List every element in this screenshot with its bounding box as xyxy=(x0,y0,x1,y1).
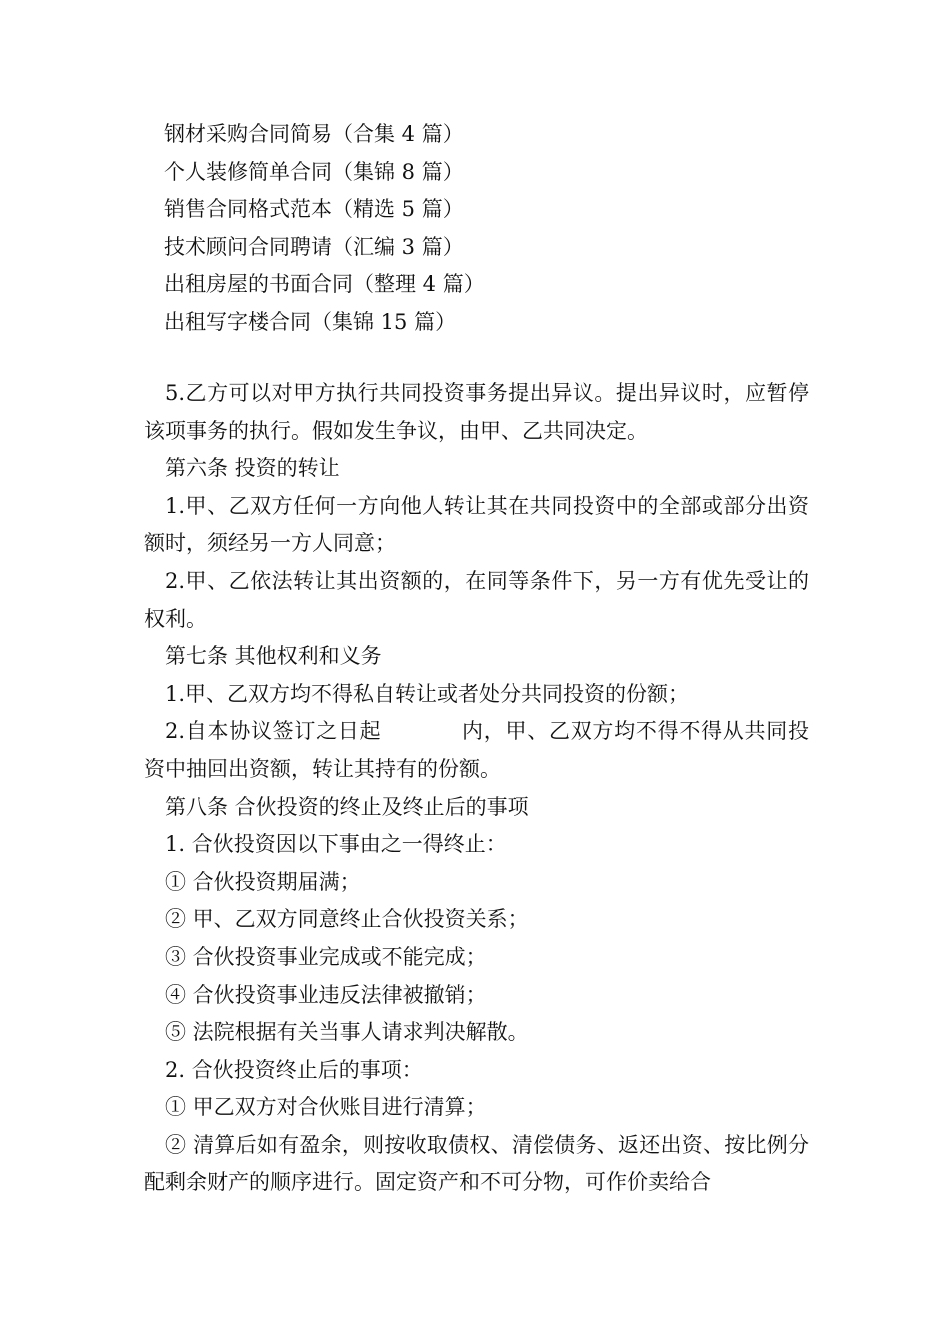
list-item: ⑤ 法院根据有关当事人请求判决解散。 xyxy=(165,1020,529,1045)
clause-text-before-blank: 2.自本协议签订之日起 xyxy=(165,719,382,744)
list-item: ② 清算后如有盈余，则按收取债权、清偿债务、返还出资、按比例分配剩余财产的顺序进行。固定资产和不可分物，可作价卖给合 xyxy=(144,1132,809,1195)
article-heading: 第六条 投资的转让 xyxy=(165,456,340,481)
list-item: ④ 合伙投资事业违反法律被撤销； xyxy=(165,982,487,1007)
clause-paragraph xyxy=(144,713,809,788)
related-article-link[interactable]: 钢材采购合同简易（合集 4 篇） xyxy=(164,122,464,146)
clause-paragraph: 1.甲、乙双方任何一方向他人转让其在共同投资中的全部或部分出资额时，须经另一方人同意； xyxy=(144,493,809,556)
clause-text-after-blank: 内，甲、乙双方均不得不得从共同投资中抽回出资额，转让其持有的份额。 xyxy=(144,719,809,781)
list-item: ② 甲、乙双方同意终止合伙投资关系； xyxy=(165,907,529,932)
clause-paragraph: 1.甲、乙双方均不得私自转让或者处分共同投资的份额； xyxy=(165,681,690,706)
article-heading: 第七条 其他权利和义务 xyxy=(165,644,382,669)
clause-paragraph: 2. 合伙投资终止后的事项： xyxy=(165,1057,423,1082)
list-item: ① 甲乙双方对合伙账目进行清算； xyxy=(165,1095,487,1120)
related-article-link[interactable]: 技术顾问合同聘请（汇编 3 篇） xyxy=(164,234,464,259)
contract-body xyxy=(144,375,809,1202)
related-article-link[interactable]: 出租写字楼合同（集锦 15 篇） xyxy=(164,309,457,334)
list-item: ③ 合伙投资事业完成或不能完成； xyxy=(165,944,487,969)
related-article-link[interactable]: 出租房屋的书面合同（整理 4 篇） xyxy=(164,272,485,297)
list-item: ① 合伙投资期届满； xyxy=(165,869,361,894)
related-article-link[interactable]: 个人装修简单合同（集锦 8 篇） xyxy=(164,159,464,184)
article-heading: 第八条 合伙投资的终止及终止后的事项 xyxy=(165,794,529,819)
clause-paragraph: 2.甲、乙依法转让其出资额的，在同等条件下，另一方有优先受让的权利。 xyxy=(144,568,809,631)
clause-paragraph: 1. 合伙投资因以下事由之一得终止： xyxy=(165,832,507,857)
clause-paragraph: 5.乙方可以对甲方执行共同投资事务提出异议。提出异议时，应暂停该项事务的执行。假如发生争议，由甲、乙共同决定。 xyxy=(144,381,809,443)
related-articles-list xyxy=(164,116,784,342)
related-article-link[interactable]: 销售合同格式范本（精选 5 篇） xyxy=(164,197,464,222)
